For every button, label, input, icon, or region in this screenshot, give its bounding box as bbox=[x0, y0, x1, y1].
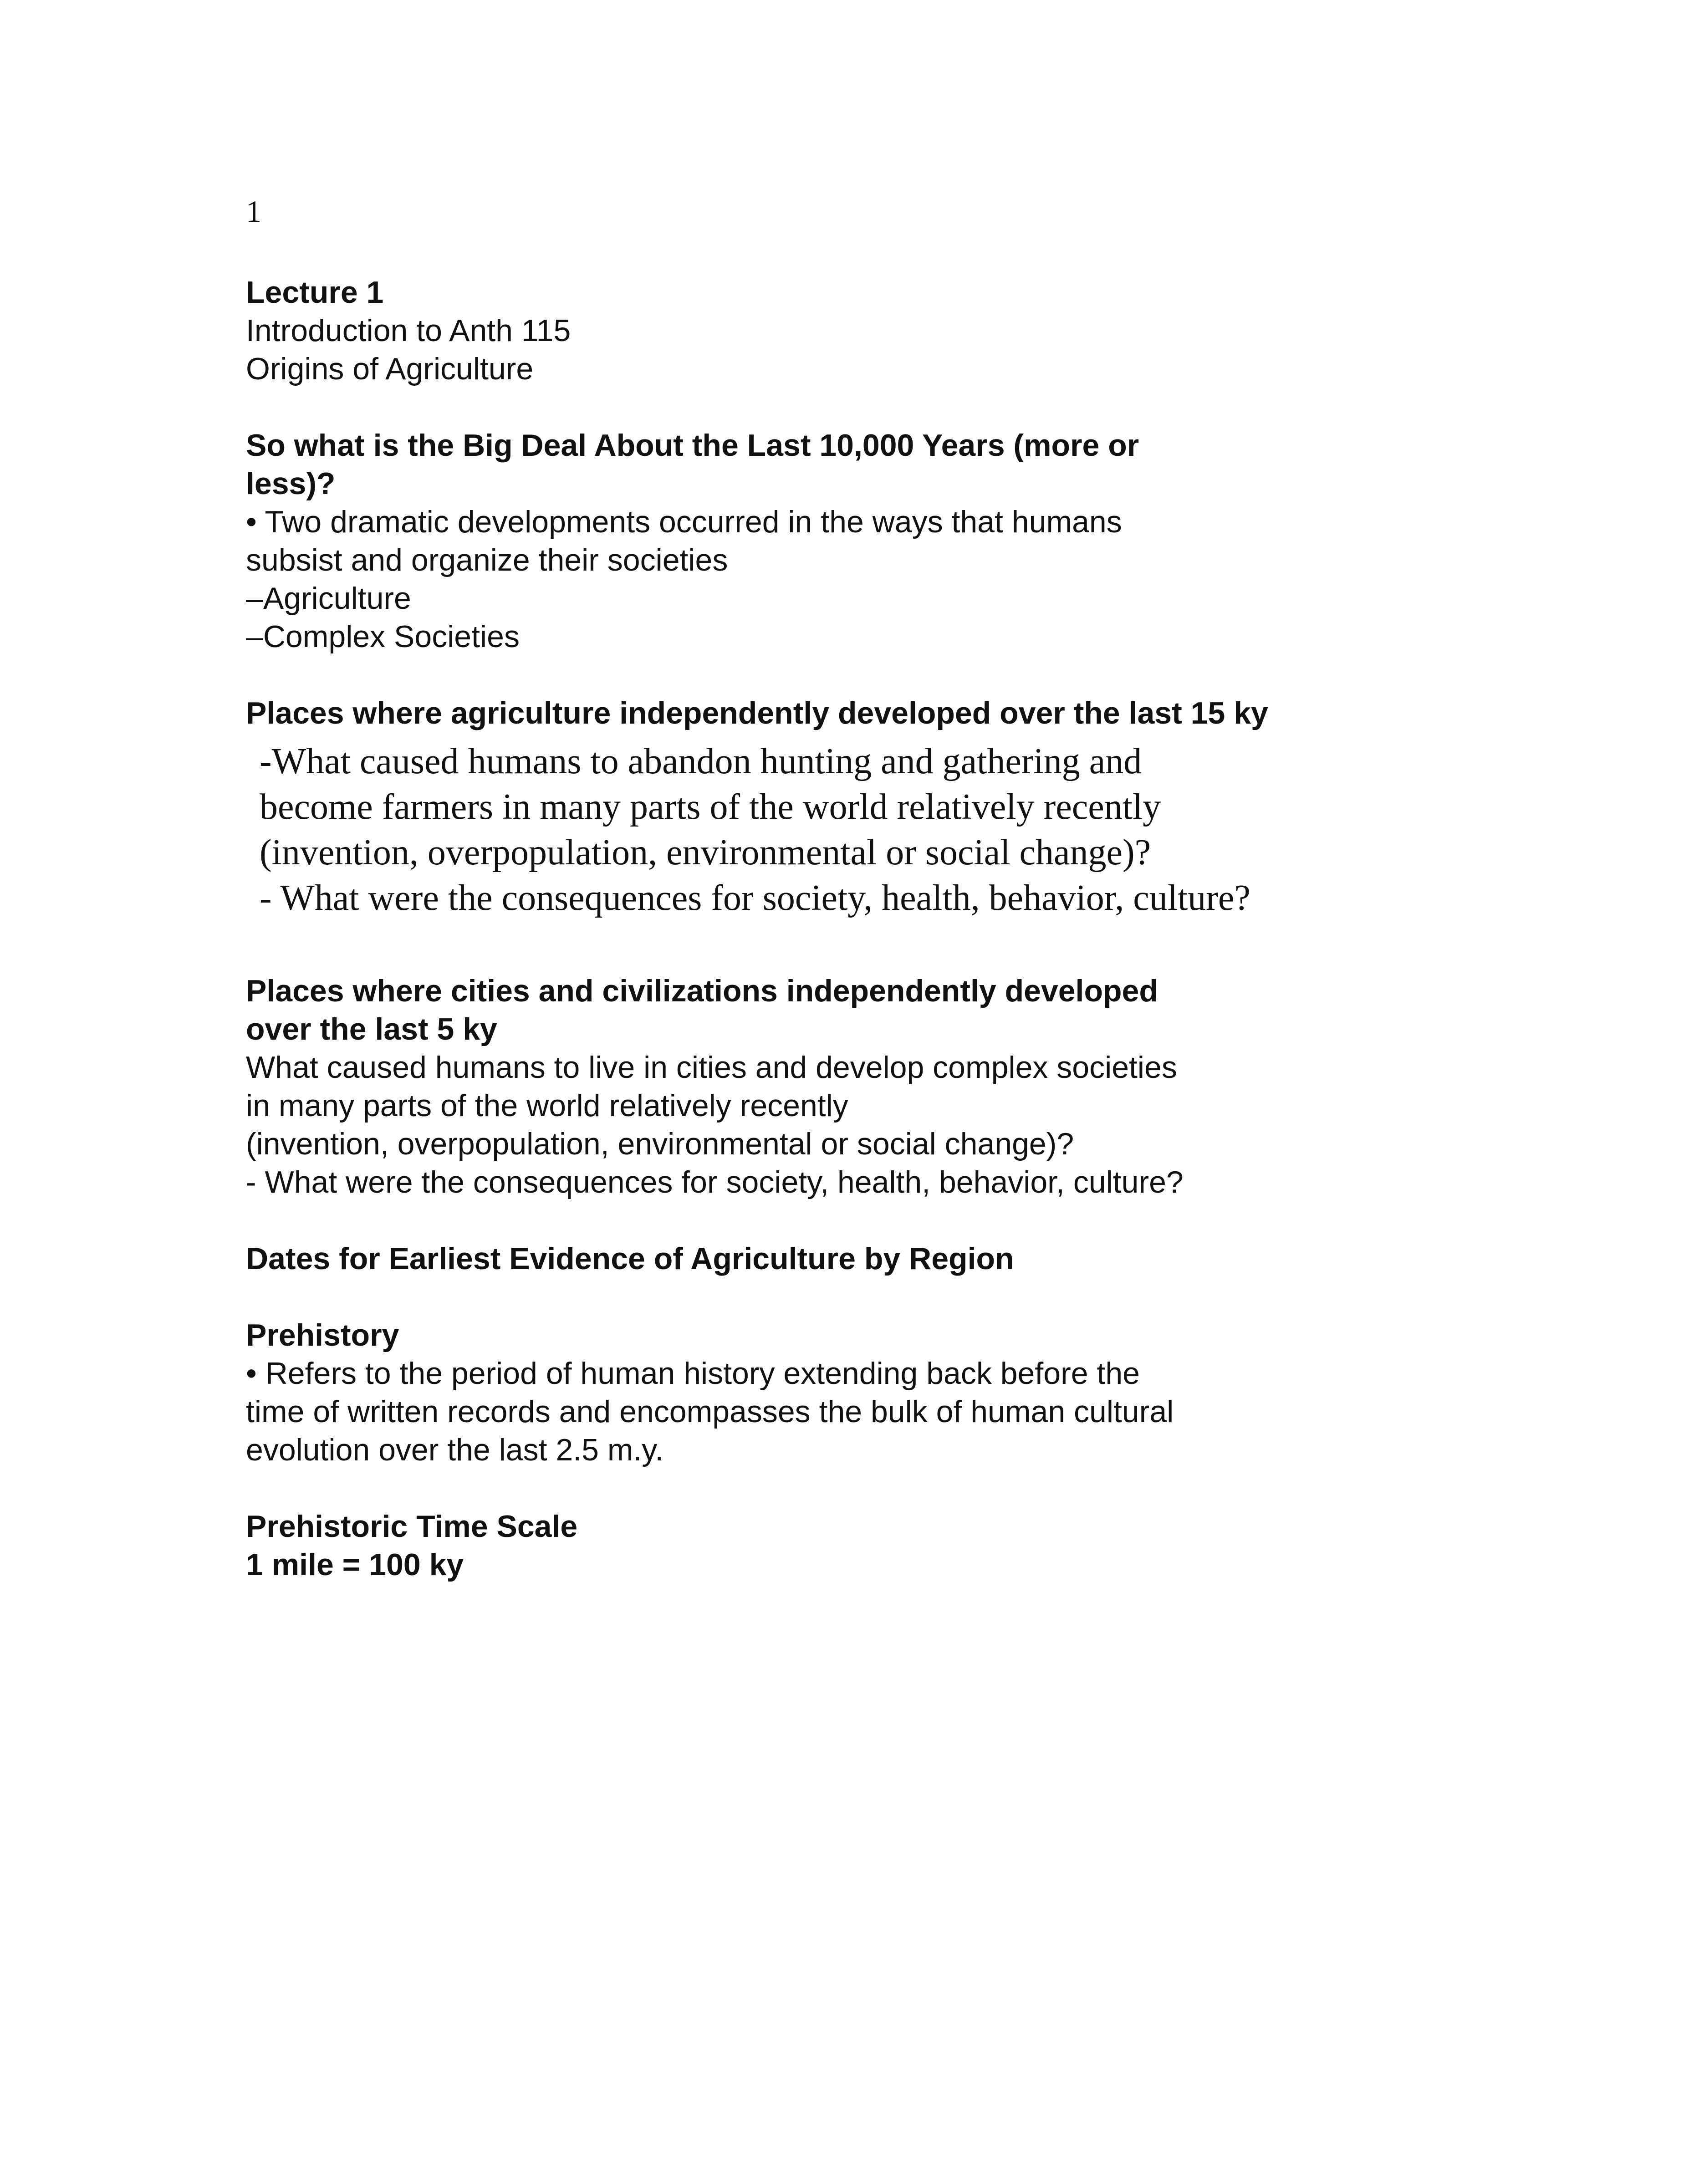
agriculture-question-line-3: (invention, overpopulation, environmental or social change)? bbox=[260, 832, 1151, 873]
agriculture-questions bbox=[246, 739, 1567, 921]
agriculture-question-line-2: become farmers in many parts of the world relatively recently bbox=[260, 787, 1161, 827]
agriculture-places-section bbox=[246, 694, 1567, 921]
cities-question-line-1: What caused humans to live in cities and develop complex societies bbox=[246, 1050, 1177, 1085]
cities-places-heading-line-2: over the last 5 ky bbox=[246, 1012, 497, 1046]
dates-heading: Dates for Earliest Evidence of Agriculture by Region bbox=[246, 1241, 1014, 1276]
prehistory-section bbox=[246, 1316, 1567, 1469]
big-deal-sub-item-agriculture: –Agriculture bbox=[246, 581, 411, 616]
page-number: 1 bbox=[246, 194, 261, 229]
course-title: Introduction to Anth 115 bbox=[246, 313, 571, 348]
cities-question-line-3: (invention, overpopulation, environmental or social change)? bbox=[246, 1127, 1074, 1161]
big-deal-heading-line-2: less)? bbox=[246, 466, 336, 501]
big-deal-bullet-line-1: • Two dramatic developments occurred in the ways that humans bbox=[246, 505, 1122, 539]
big-deal-sub-item-complex-societies: –Complex Societies bbox=[246, 619, 520, 654]
topic-title: Origins of Agriculture bbox=[246, 352, 534, 386]
agriculture-places-heading: Places where agriculture independently developed over the last 15 ky bbox=[246, 696, 1268, 730]
time-scale-section bbox=[246, 1507, 1567, 1584]
time-scale-heading: Prehistoric Time Scale bbox=[246, 1509, 578, 1544]
lecture-title: Lecture 1 bbox=[246, 275, 384, 310]
time-scale-ratio: 1 mile = 100 ky bbox=[246, 1547, 464, 1582]
cities-places-heading-line-1: Places where cities and civilizations independently developed bbox=[246, 974, 1158, 1008]
prehistory-line-3: evolution over the last 2.5 m.y. bbox=[246, 1433, 664, 1467]
big-deal-heading-line-1: So what is the Big Deal About the Last 10,000 Years (more or bbox=[246, 428, 1139, 463]
cities-question-line-2: in many parts of the world relatively recently bbox=[246, 1088, 848, 1123]
agriculture-question-line-1: -What caused humans to abandon hunting and gathering and bbox=[260, 741, 1142, 781]
lecture-notes bbox=[246, 273, 1567, 1584]
big-deal-section bbox=[246, 426, 1567, 656]
lecture-header bbox=[246, 273, 1567, 388]
cities-places-section bbox=[246, 972, 1567, 1201]
big-deal-bullet-line-2: subsist and organize their societies bbox=[246, 543, 728, 577]
agriculture-question-line-4: - What were the consequences for society, health, behavior, culture? bbox=[260, 878, 1250, 918]
prehistory-heading: Prehistory bbox=[246, 1318, 399, 1352]
prehistory-line-1: • Refers to the period of human history extending back before the bbox=[246, 1356, 1140, 1391]
prehistory-line-2: time of written records and encompasses the bulk of human cultural bbox=[246, 1394, 1174, 1429]
cities-question-line-4: - What were the consequences for society, health, behavior, culture? bbox=[246, 1165, 1184, 1199]
